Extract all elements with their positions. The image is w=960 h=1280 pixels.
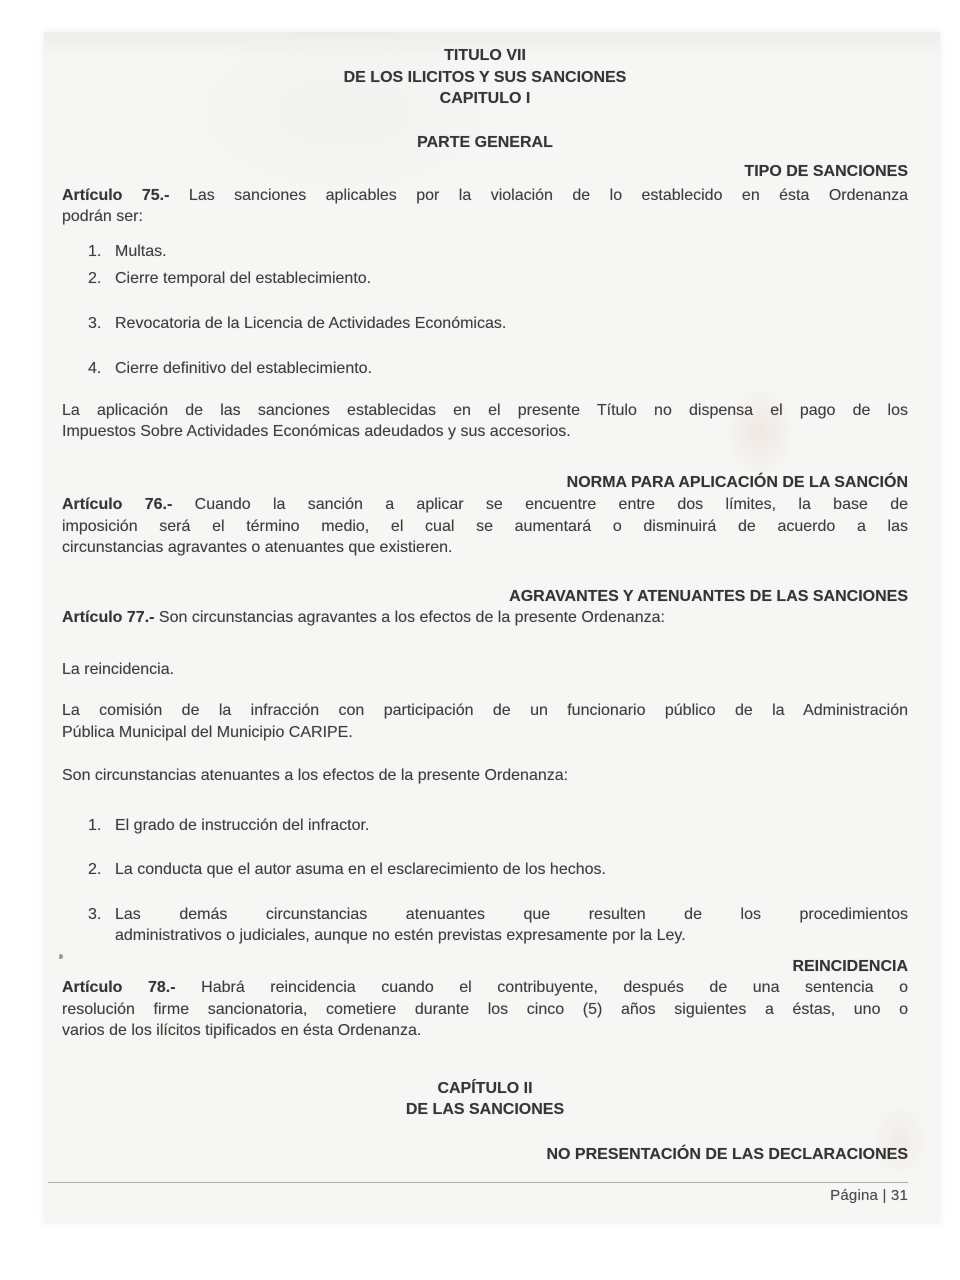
section-heading-no-presentacion: NO PRESENTACIÓN DE LAS DECLARACIONES <box>546 1145 908 1163</box>
paragraph-line <box>62 494 908 516</box>
scan-artifact-dot <box>59 954 63 959</box>
atenuantes-list <box>62 815 908 947</box>
list-item-line: Las demás circunstancias atenuantes que resulten de los procedimientos <box>115 905 908 923</box>
paragraph-text: Las sanciones aplicables por la violación de lo establecido en ésta Ordenanza <box>188 186 909 204</box>
article-76-number: Artículo 76.- <box>62 496 173 513</box>
paragraph-line <box>62 977 908 999</box>
paragraph-text: Son circunstancias agravantes a los efectos de la presente Ordenanza: <box>158 609 665 626</box>
section-heading-tipo-de-sanciones: TIPO DE SANCIONES <box>744 163 908 180</box>
paragraph-line <box>62 185 908 207</box>
sanctions-list <box>62 241 908 380</box>
list-number: 3. <box>88 314 102 332</box>
document-page <box>44 32 940 1223</box>
title-line-de-las-sanciones: DE LAS SANCIONES <box>405 1101 565 1118</box>
list-item-text: Multas. <box>115 242 167 260</box>
article-78-number: Artículo 78.- <box>62 979 176 996</box>
paragraph-line: varios de los ilícitos tipificados en ésta Ordenanza. <box>62 1022 422 1039</box>
paragraph-text: Habrá reincidencia cuando el contribuyente, después de una sentencia o <box>201 979 908 996</box>
article-77-number: Artículo 77.- <box>62 609 155 626</box>
list-number: 1. <box>88 816 102 834</box>
article-77-paragraph <box>62 607 908 629</box>
title-line-capitulo: CAPITULO I <box>439 90 531 107</box>
paragraph-text: Cuando la sanción a aplicar se encuentre entre dos límites, la base de <box>194 496 908 513</box>
list-item <box>62 313 908 335</box>
paragraph-line: La aplicación de las sanciones establecidas en el presente Título no dispensa el pago de los <box>62 401 908 419</box>
title-line-capitulo2: CAPÍTULO II <box>437 1079 533 1097</box>
list-item <box>62 904 908 947</box>
article-76-paragraph <box>62 494 908 559</box>
section-heading-agravantes-atenuantes: AGRAVANTES Y ATENUANTES DE LAS SANCIONES <box>509 587 908 605</box>
list-number: 1. <box>88 242 102 260</box>
page-content <box>44 32 940 1205</box>
article-75-number: Artículo 75.- <box>62 186 170 204</box>
paragraph-line: imposición será el término medio, el cual se aumentará o disminuirá de acuerdo a las <box>62 517 908 535</box>
comision-paragraph <box>62 700 908 743</box>
list-item-text: El grado de instrucción del infractor. <box>115 816 370 834</box>
list-item <box>62 241 908 263</box>
part-heading: PARTE GENERAL <box>417 133 553 151</box>
closing-paragraph <box>62 400 908 443</box>
paragraph-line: podrán ser: <box>62 208 143 225</box>
footer-divider <box>48 1182 908 1183</box>
paragraph-line <box>62 607 908 629</box>
paragraph-line: circunstancias agravantes o atenuantes que existieren. <box>62 539 453 556</box>
list-item <box>62 358 908 380</box>
list-item <box>62 815 908 837</box>
list-item-line: administrativos o judiciales, aunque no estén previstas expresamente por la Ley. <box>115 927 686 944</box>
atenuantes-intro-paragraph: Son circunstancias atenuantes a los efectos de la presente Ordenanza: <box>62 767 569 784</box>
paragraph-line: La comisión de la infracción con participación de un funcionario público de la Administración <box>62 702 908 719</box>
article-78-paragraph <box>62 977 908 1042</box>
list-number: 4. <box>88 360 102 377</box>
section-heading-norma-aplicacion: NORMA PARA APLICACIÓN DE LA SANCIÓN <box>566 473 908 491</box>
list-item-text: Revocatoria de la Licencia de Actividades Económicas. <box>115 314 507 332</box>
list-item-text: La conducta que el autor asuma en el esclarecimiento de los hechos. <box>115 861 606 878</box>
paragraph-line: Pública Municipal del Municipio CARIPE. <box>62 723 353 741</box>
paragraph-line: resolución firme sancionatoria, cometiere durante los cinco (5) años siguientes a éstas, uno o <box>62 1000 908 1018</box>
page-number: Página | 31 <box>830 1187 908 1204</box>
section-heading-reincidencia: REINCIDENCIA <box>792 957 908 975</box>
article-75-paragraph <box>62 185 908 228</box>
list-item <box>62 859 908 881</box>
list-number: 2. <box>88 861 102 878</box>
list-number: 3. <box>88 905 102 923</box>
capitulo2-title-block <box>62 1078 908 1121</box>
title-line-ilicitos: DE LOS ILICITOS Y SUS SANCIONES <box>343 68 627 86</box>
title-block <box>62 45 908 110</box>
list-item-text: Cierre definitivo del establecimiento. <box>115 360 373 377</box>
list-number: 2. <box>88 270 102 287</box>
list-item <box>62 268 908 290</box>
list-item-text: Cierre temporal del establecimiento. <box>115 270 372 287</box>
title-line-titulo: TITULO VII <box>444 47 526 64</box>
reincidencia-paragraph: La reincidencia. <box>62 660 175 678</box>
paragraph-line: Impuestos Sobre Actividades Económicas adeudados y sus accesorios. <box>62 423 571 440</box>
